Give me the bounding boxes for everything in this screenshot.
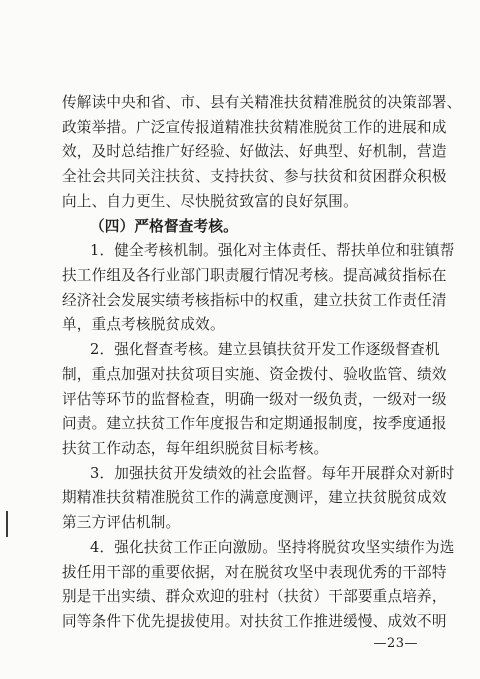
paragraph-line: 3．加强扶贫开发绩效的社会监督。每年开展群众对新时 bbox=[90, 465, 455, 482]
paragraph-line: 效，及时总结推广好经验、好做法、好典型、好机制，营造 bbox=[62, 143, 447, 160]
paragraph-line: 向上、自力更生、尽快脱贫致富的良好氛围。 bbox=[62, 193, 358, 210]
paragraph-line: 政策举措。广泛宣传报道精准扶贫精准脱贫工作的进展和成 bbox=[62, 119, 447, 136]
paragraph-line: 扶贫工作动态，每年组织脱贫目标考核。 bbox=[62, 440, 329, 457]
section-heading: （四）严格督查考核。 bbox=[90, 218, 238, 235]
paragraph-line: 评估等环节的监督检查，明确一级对一级负责，一级对一级 bbox=[62, 391, 447, 408]
paragraph-line: 问责。建立扶贫工作年度报告和定期通报制度，按季度通报 bbox=[62, 415, 447, 432]
scan-margin-mark bbox=[6, 511, 8, 537]
paragraph-line: 1．健全考核机制。强化对主体责任、帮扶单位和驻镇帮 bbox=[90, 242, 455, 259]
paragraph-line: 同等条件下优先提拔使用。对扶贫工作推进缓慢、成效不明 bbox=[62, 613, 447, 630]
paragraph-line: 经济社会发展实绩考核指标中的权重，建立扶贫工作责任清 bbox=[62, 292, 447, 309]
paragraph-line: 4．强化扶贫工作正向激励。坚持将脱贫攻坚实绩作为选 bbox=[90, 539, 455, 556]
paragraph-line: 传解读中央和省、市、县有关精准扶贫精准脱贫的决策部署、 bbox=[62, 94, 462, 111]
paragraph-line: 第三方评估机制。 bbox=[62, 514, 181, 531]
page-number: —23— bbox=[373, 636, 418, 651]
paragraph-line: 拔任用干部的重要依据，对在脱贫攻坚中表现优秀的干部特 bbox=[62, 564, 447, 581]
paragraph-line: 制，重点加强对扶贫项目实施、资金拨付、验收监管、绩效 bbox=[62, 366, 447, 383]
paragraph-line: 全社会共同关注扶贫、支持扶贫、参与扶贫和贫困群众积极 bbox=[62, 168, 447, 185]
paragraph-line: 别是干出实绩、群众欢迎的驻村（扶贫）干部要重点培养， bbox=[62, 588, 447, 605]
paragraph-line: 扶工作组及各行业部门职责履行情况考核。提高减贫指标在 bbox=[62, 267, 447, 284]
paragraph-line: 期精准扶贫精准脱贫工作的满意度测评，建立扶贫脱贫成效 bbox=[62, 489, 447, 506]
paragraph-line: 单，重点考核脱贫成效。 bbox=[62, 316, 225, 333]
paragraph-line: 2．强化督查考核。建立县镇扶贫开发工作逐级督查机 bbox=[90, 341, 440, 358]
